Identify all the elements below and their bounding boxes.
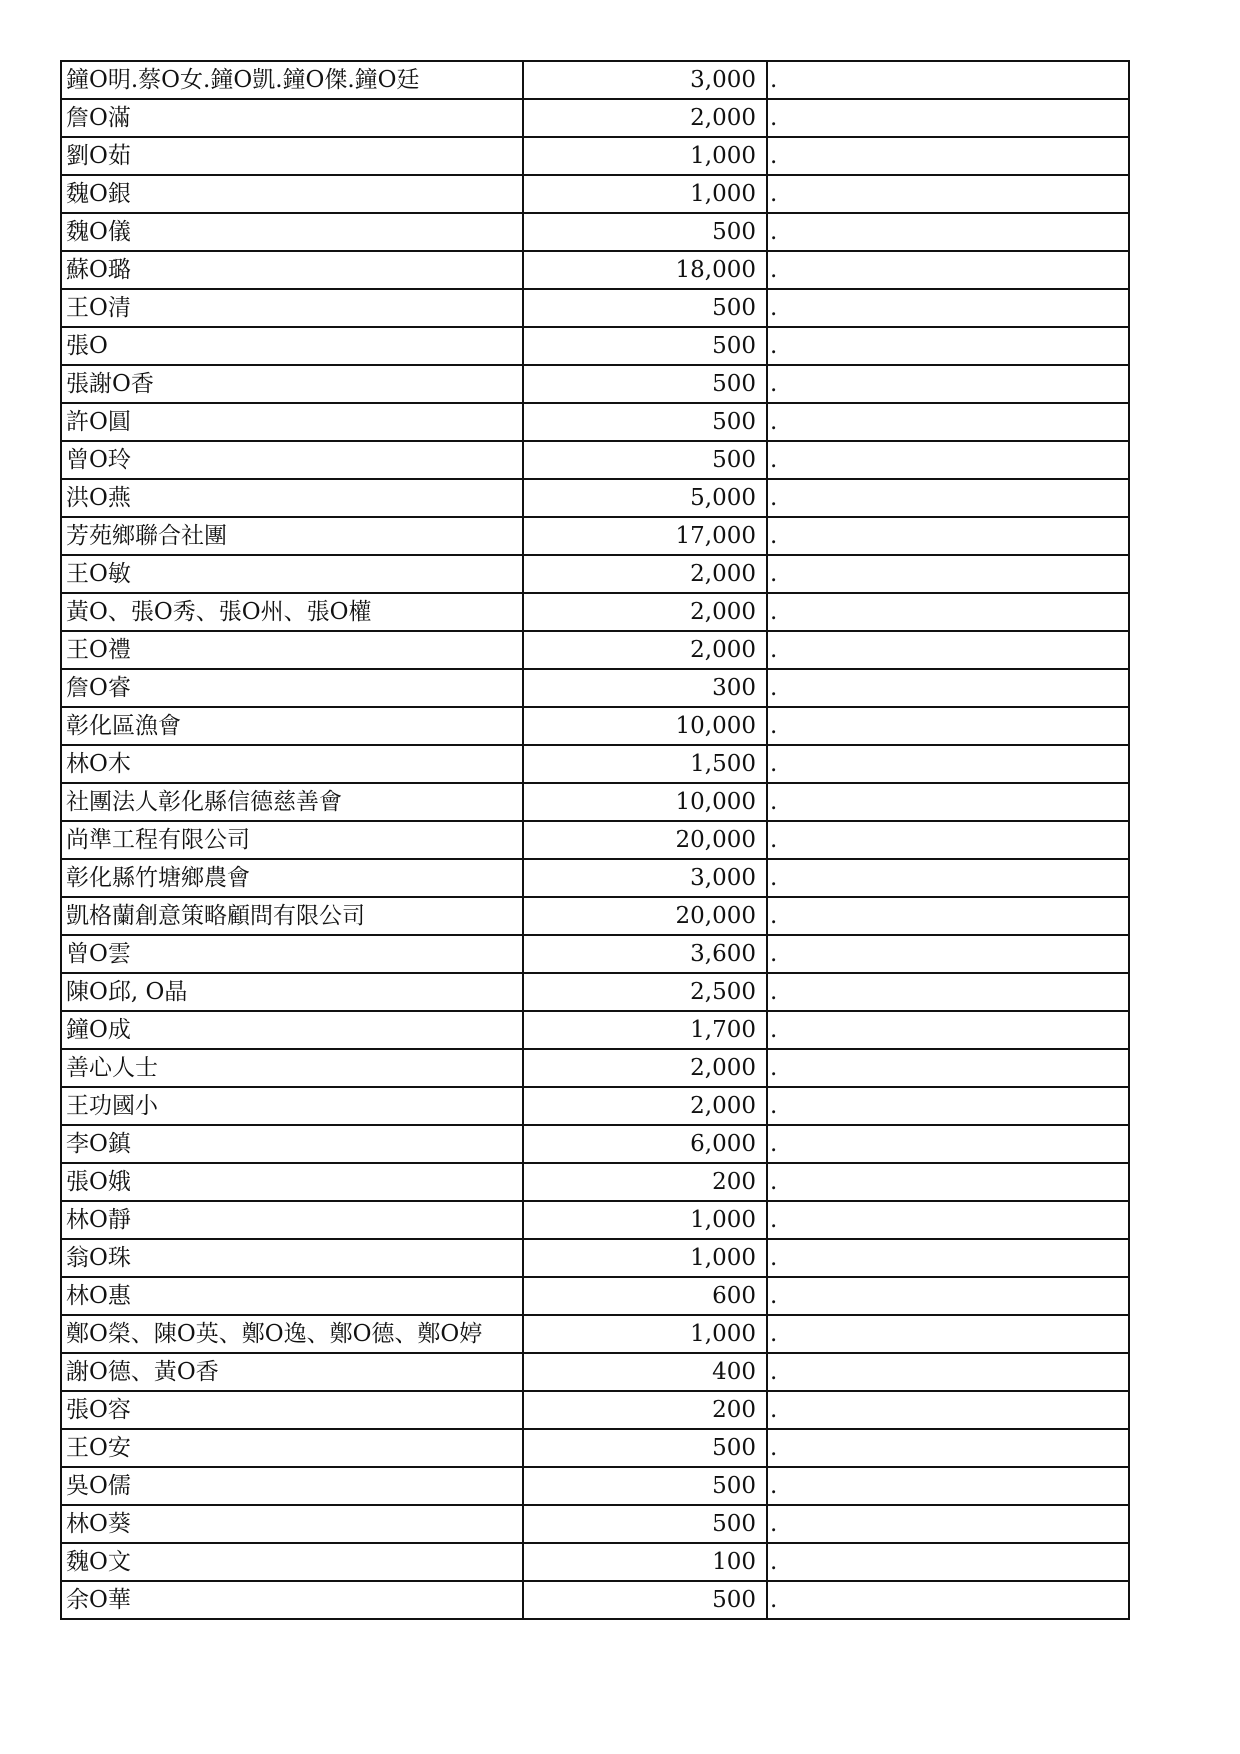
- donation-amount-cell: 5,000: [523, 479, 767, 517]
- donation-amount-cell: 500: [523, 213, 767, 251]
- donation-amount-cell: 10,000: [523, 707, 767, 745]
- table-row: [61, 365, 1129, 403]
- remark-cell: .: [767, 1429, 1129, 1467]
- table-row: [61, 1543, 1129, 1581]
- table-row: [61, 593, 1129, 631]
- remark-cell: .: [767, 327, 1129, 365]
- donation-amount-cell: 2,000: [523, 99, 767, 137]
- donor-name-cell: 鄭O榮、陳O英、鄭O逸、鄭O德、鄭O婷: [61, 1315, 523, 1353]
- donor-name-cell: 林O靜: [61, 1201, 523, 1239]
- donation-amount-cell: 1,500: [523, 745, 767, 783]
- remark-cell: .: [767, 517, 1129, 555]
- donor-name-cell: 翁O珠: [61, 1239, 523, 1277]
- donation-amount-cell: 500: [523, 1429, 767, 1467]
- remark-cell: .: [767, 61, 1129, 99]
- table-row: [61, 175, 1129, 213]
- donor-name-cell: 詹O睿: [61, 669, 523, 707]
- remark-cell: .: [767, 251, 1129, 289]
- remark-cell: .: [767, 1239, 1129, 1277]
- donor-name-cell: 彰化區漁會: [61, 707, 523, 745]
- donation-table: [60, 60, 1130, 1620]
- donor-name-cell: 善心人士: [61, 1049, 523, 1087]
- remark-cell: .: [767, 441, 1129, 479]
- donor-name-cell: 魏O文: [61, 1543, 523, 1581]
- donation-amount-cell: 500: [523, 403, 767, 441]
- remark-cell: .: [767, 631, 1129, 669]
- donor-name-cell: 鐘O明.蔡O女.鐘O凱.鐘O傑.鐘O廷: [61, 61, 523, 99]
- donation-amount-cell: 500: [523, 1467, 767, 1505]
- table-row: [61, 479, 1129, 517]
- remark-cell: .: [767, 1543, 1129, 1581]
- table-row: [61, 783, 1129, 821]
- donor-name-cell: 曾O玲: [61, 441, 523, 479]
- remark-cell: .: [767, 783, 1129, 821]
- donor-name-cell: 吳O儒: [61, 1467, 523, 1505]
- donor-name-cell: 李O鎮: [61, 1125, 523, 1163]
- remark-cell: .: [767, 1505, 1129, 1543]
- donor-name-cell: 黃O、張O秀、張O州、張O權: [61, 593, 523, 631]
- donation-amount-cell: 500: [523, 327, 767, 365]
- donation-amount-cell: 2,000: [523, 593, 767, 631]
- table-row: [61, 1277, 1129, 1315]
- donation-amount-cell: 2,000: [523, 1087, 767, 1125]
- donor-name-cell: 魏O儀: [61, 213, 523, 251]
- table-row: [61, 859, 1129, 897]
- table-row: [61, 1467, 1129, 1505]
- donation-amount-cell: 500: [523, 365, 767, 403]
- donation-rows: [61, 61, 1129, 1619]
- donor-name-cell: 彰化縣竹塘鄉農會: [61, 859, 523, 897]
- remark-cell: .: [767, 1467, 1129, 1505]
- donor-name-cell: 曾O雲: [61, 935, 523, 973]
- donor-name-cell: 林O葵: [61, 1505, 523, 1543]
- table-row: [61, 327, 1129, 365]
- remark-cell: .: [767, 365, 1129, 403]
- table-row: [61, 1125, 1129, 1163]
- donor-name-cell: 王O禮: [61, 631, 523, 669]
- donation-amount-cell: 100: [523, 1543, 767, 1581]
- table-row: [61, 403, 1129, 441]
- table-row: [61, 1353, 1129, 1391]
- remark-cell: .: [767, 1277, 1129, 1315]
- donor-name-cell: 林O惠: [61, 1277, 523, 1315]
- donation-amount-cell: 200: [523, 1163, 767, 1201]
- donation-amount-cell: 400: [523, 1353, 767, 1391]
- donation-amount-cell: 300: [523, 669, 767, 707]
- donation-amount-cell: 500: [523, 289, 767, 327]
- table-row: [61, 1163, 1129, 1201]
- remark-cell: .: [767, 213, 1129, 251]
- remark-cell: .: [767, 175, 1129, 213]
- donor-name-cell: 謝O德、黃O香: [61, 1353, 523, 1391]
- donor-name-cell: 蘇O璐: [61, 251, 523, 289]
- remark-cell: .: [767, 99, 1129, 137]
- table-row: [61, 251, 1129, 289]
- table-row: [61, 745, 1129, 783]
- donation-amount-cell: 2,000: [523, 631, 767, 669]
- donor-name-cell: 社團法人彰化縣信德慈善會: [61, 783, 523, 821]
- table-row: [61, 821, 1129, 859]
- table-row: [61, 1429, 1129, 1467]
- table-row: [61, 441, 1129, 479]
- remark-cell: .: [767, 289, 1129, 327]
- remark-cell: .: [767, 479, 1129, 517]
- donation-amount-cell: 17,000: [523, 517, 767, 555]
- table-row: [61, 289, 1129, 327]
- donation-amount-cell: 3,000: [523, 859, 767, 897]
- donor-name-cell: 凱格蘭創意策略顧問有限公司: [61, 897, 523, 935]
- remark-cell: .: [767, 935, 1129, 973]
- remark-cell: .: [767, 745, 1129, 783]
- table-row: [61, 1315, 1129, 1353]
- remark-cell: .: [767, 1353, 1129, 1391]
- table-row: [61, 1087, 1129, 1125]
- donor-name-cell: 王功國小: [61, 1087, 523, 1125]
- remark-cell: .: [767, 137, 1129, 175]
- donor-name-cell: 洪O燕: [61, 479, 523, 517]
- remark-cell: .: [767, 897, 1129, 935]
- donation-amount-cell: 20,000: [523, 897, 767, 935]
- table-row: [61, 1505, 1129, 1543]
- table-row: [61, 1239, 1129, 1277]
- donation-amount-cell: 3,000: [523, 61, 767, 99]
- donor-name-cell: 張謝O香: [61, 365, 523, 403]
- table-row: [61, 99, 1129, 137]
- table-row: [61, 213, 1129, 251]
- table-row: [61, 517, 1129, 555]
- table-row: [61, 1201, 1129, 1239]
- remark-cell: .: [767, 1011, 1129, 1049]
- donation-amount-cell: 2,000: [523, 1049, 767, 1087]
- donor-name-cell: 余O華: [61, 1581, 523, 1619]
- remark-cell: .: [767, 1087, 1129, 1125]
- donor-name-cell: 詹O滿: [61, 99, 523, 137]
- donation-amount-cell: 1,000: [523, 175, 767, 213]
- donation-amount-cell: 500: [523, 441, 767, 479]
- donor-name-cell: 尚準工程有限公司: [61, 821, 523, 859]
- table-row: [61, 707, 1129, 745]
- remark-cell: .: [767, 555, 1129, 593]
- donation-amount-cell: 3,600: [523, 935, 767, 973]
- table-row: [61, 1391, 1129, 1429]
- donation-amount-cell: 200: [523, 1391, 767, 1429]
- remark-cell: .: [767, 1581, 1129, 1619]
- donor-name-cell: 鐘O成: [61, 1011, 523, 1049]
- donor-name-cell: 王O敏: [61, 555, 523, 593]
- donation-amount-cell: 1,000: [523, 137, 767, 175]
- donor-name-cell: 許O圓: [61, 403, 523, 441]
- donation-amount-cell: 2,000: [523, 555, 767, 593]
- remark-cell: .: [767, 1125, 1129, 1163]
- remark-cell: .: [767, 1163, 1129, 1201]
- remark-cell: .: [767, 1201, 1129, 1239]
- donor-name-cell: 張O容: [61, 1391, 523, 1429]
- remark-cell: .: [767, 821, 1129, 859]
- table-row: [61, 1011, 1129, 1049]
- remark-cell: .: [767, 707, 1129, 745]
- remark-cell: .: [767, 1391, 1129, 1429]
- remark-cell: .: [767, 973, 1129, 1011]
- donation-amount-cell: 2,500: [523, 973, 767, 1011]
- donation-amount-cell: 500: [523, 1581, 767, 1619]
- donor-name-cell: 張O: [61, 327, 523, 365]
- donation-amount-cell: 18,000: [523, 251, 767, 289]
- donation-amount-cell: 1,000: [523, 1239, 767, 1277]
- table-row: [61, 137, 1129, 175]
- donation-amount-cell: 20,000: [523, 821, 767, 859]
- remark-cell: .: [767, 859, 1129, 897]
- donor-name-cell: 林O木: [61, 745, 523, 783]
- donor-name-cell: 劉O茹: [61, 137, 523, 175]
- donation-amount-cell: 1,700: [523, 1011, 767, 1049]
- table-row: [61, 897, 1129, 935]
- table-row: [61, 631, 1129, 669]
- donation-amount-cell: 500: [523, 1505, 767, 1543]
- donor-name-cell: 芳苑鄉聯合社團: [61, 517, 523, 555]
- donation-amount-cell: 6,000: [523, 1125, 767, 1163]
- table-row: [61, 669, 1129, 707]
- remark-cell: .: [767, 403, 1129, 441]
- donation-amount-cell: 600: [523, 1277, 767, 1315]
- table-row: [61, 935, 1129, 973]
- donation-amount-cell: 1,000: [523, 1315, 767, 1353]
- donor-name-cell: 王O安: [61, 1429, 523, 1467]
- table-row: [61, 555, 1129, 593]
- table-row: [61, 973, 1129, 1011]
- table-row: [61, 61, 1129, 99]
- remark-cell: .: [767, 1315, 1129, 1353]
- donor-name-cell: 王O清: [61, 289, 523, 327]
- donor-name-cell: 張O娥: [61, 1163, 523, 1201]
- donor-name-cell: 陳O邱, O晶: [61, 973, 523, 1011]
- remark-cell: .: [767, 593, 1129, 631]
- remark-cell: .: [767, 1049, 1129, 1087]
- donor-name-cell: 魏O銀: [61, 175, 523, 213]
- table-row: [61, 1581, 1129, 1619]
- table-row: [61, 1049, 1129, 1087]
- remark-cell: .: [767, 669, 1129, 707]
- donation-amount-cell: 10,000: [523, 783, 767, 821]
- donation-amount-cell: 1,000: [523, 1201, 767, 1239]
